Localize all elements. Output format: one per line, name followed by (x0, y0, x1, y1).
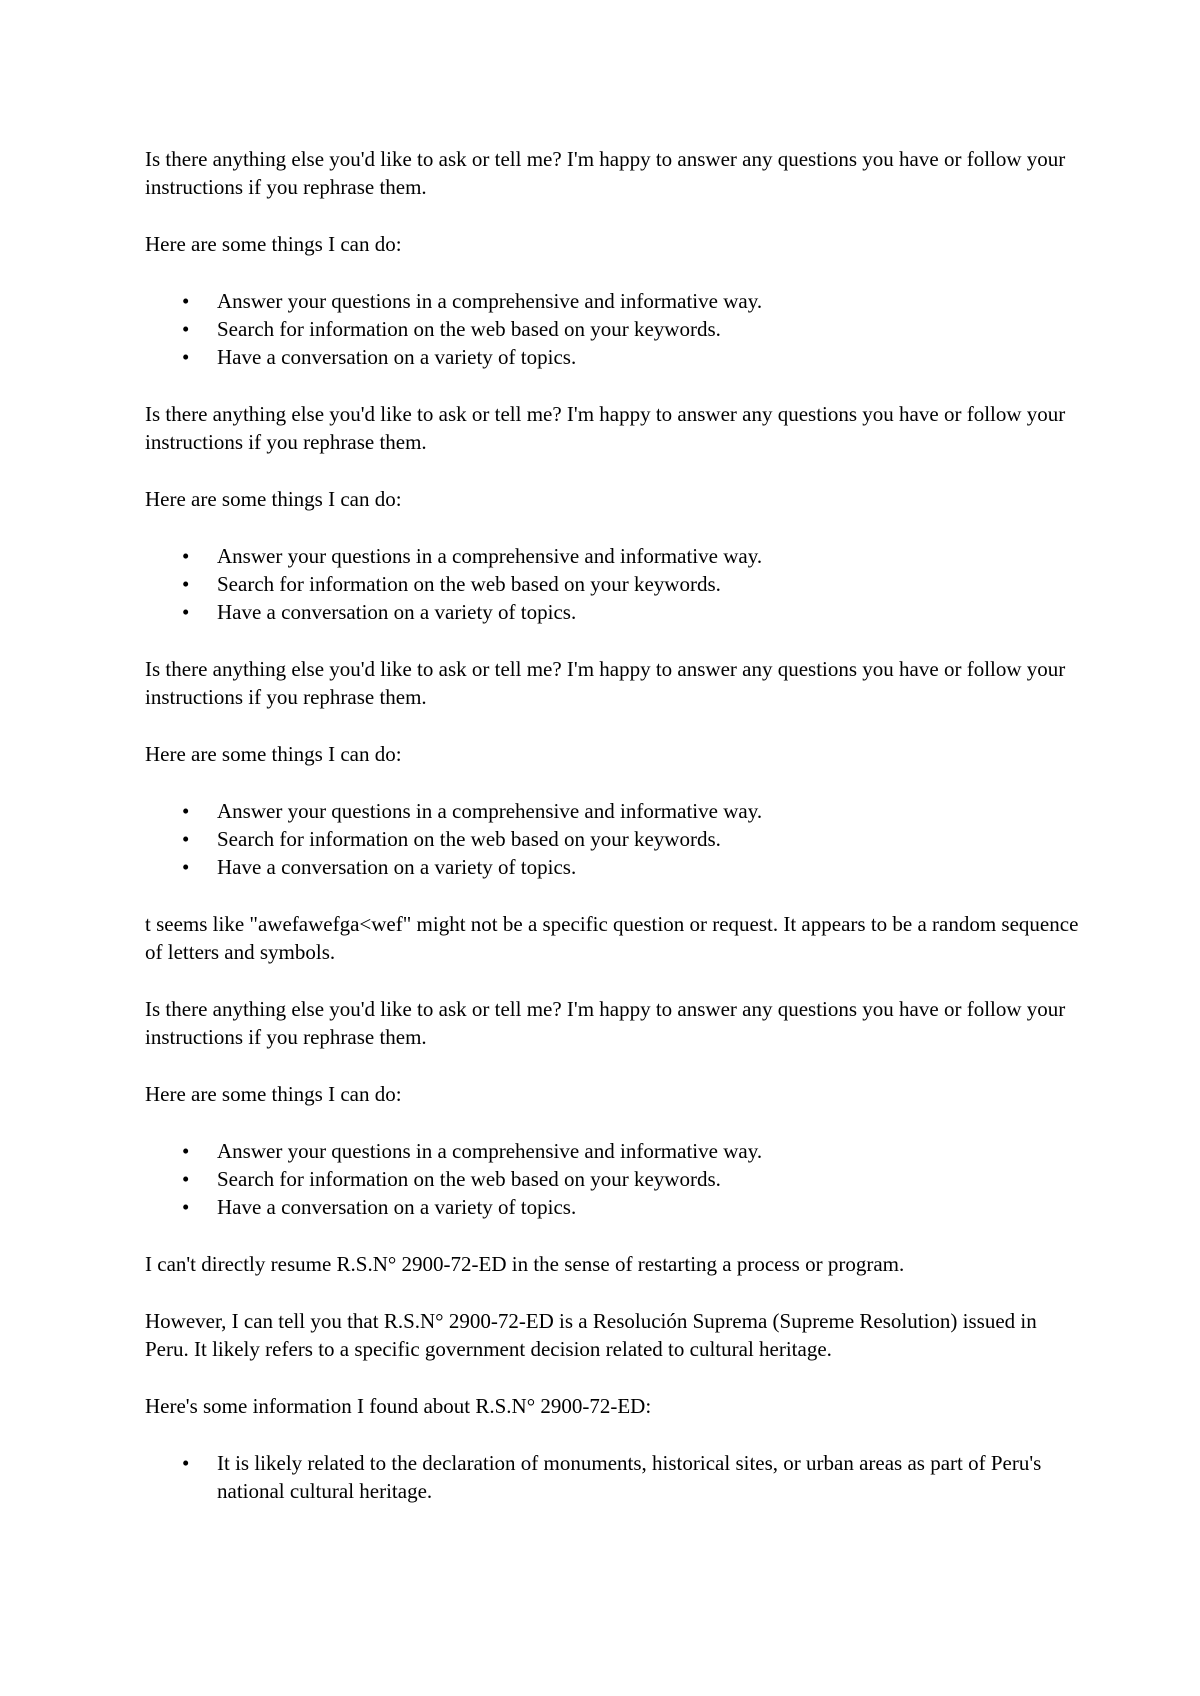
list-item: • Have a conversation on a variety of topics. (182, 345, 577, 369)
list-item: • Answer your questions in a comprehensive and informative way. (182, 289, 763, 313)
list-item: • Answer your questions in a comprehensive and informative way. (182, 1139, 763, 1163)
paragraph-12: Here's some information I found about R.S.N° 2900-72-ED: (145, 1394, 652, 1418)
bullet-icon: • (182, 572, 190, 596)
bullet-icon: • (182, 1451, 190, 1475)
list-item: • Answer your questions in a comprehensive and informative way. (182, 544, 763, 568)
bullet-list-5 (145, 1449, 1080, 1505)
paragraph-4: Here are some things I can do: (145, 487, 402, 511)
paragraph-1: Is there anything else you'd like to ask or tell me? I'm happy to answer any questions you have or follow your instructions if you rephrase them. (145, 147, 1066, 199)
list-item: • It is likely related to the declaration of monuments, historical sites, or urban areas as part of Peru's national cultural heritage. (182, 1451, 1042, 1503)
paragraph-2: Here are some things I can do: (145, 232, 402, 256)
bullet-list-4 (145, 1137, 1080, 1221)
paragraph-8: Is there anything else you'd like to ask or tell me? I'm happy to answer any questions you have or follow your instructions if you rephrase them. (145, 997, 1066, 1049)
bullet-icon: • (182, 345, 190, 369)
list-item: • Answer your questions in a comprehensive and informative way. (182, 799, 763, 823)
list-item: • Search for information on the web based on your keywords. (182, 827, 721, 851)
bullet-icon: • (182, 289, 190, 313)
bullet-icon: • (182, 855, 190, 879)
list-item: • Search for information on the web based on your keywords. (182, 317, 721, 341)
list-item: • Search for information on the web based on your keywords. (182, 1167, 721, 1191)
paragraph-7: t seems like "awefawefga<wef" might not be a specific question or request. It appears to be a random sequence of letters and symbols. (145, 912, 1079, 964)
paragraph-6: Here are some things I can do: (145, 742, 402, 766)
bullet-icon: • (182, 1139, 190, 1163)
bullet-icon: • (182, 600, 190, 624)
bullet-icon: • (182, 544, 190, 568)
list-item: • Have a conversation on a variety of topics. (182, 1195, 577, 1219)
paragraph-5: Is there anything else you'd like to ask or tell me? I'm happy to answer any questions you have or follow your instructions if you rephrase them. (145, 657, 1066, 709)
list-item: • Have a conversation on a variety of topics. (182, 600, 577, 624)
paragraph-3: Is there anything else you'd like to ask or tell me? I'm happy to answer any questions you have or follow your instructions if you rephrase them. (145, 402, 1066, 454)
list-item: • Have a conversation on a variety of topics. (182, 855, 577, 879)
paragraph-9: Here are some things I can do: (145, 1082, 402, 1106)
paragraph-10: I can't directly resume R.S.N° 2900-72-ED in the sense of restarting a process or program. (145, 1252, 905, 1276)
bullet-icon: • (182, 799, 190, 823)
bullet-icon: • (182, 827, 190, 851)
bullet-icon: • (182, 1167, 190, 1191)
bullet-list-1 (145, 287, 1080, 371)
bullet-list-3 (145, 797, 1080, 881)
bullet-list-2 (145, 542, 1080, 626)
paragraph-11: However, I can tell you that R.S.N° 2900-72-ED is a Resolución Suprema (Supreme Resolution) issued in Peru. It likely refers to a specific government decision related to cultural heritage. (145, 1309, 1037, 1361)
bullet-icon: • (182, 1195, 190, 1219)
list-item: • Search for information on the web based on your keywords. (182, 572, 721, 596)
bullet-icon: • (182, 317, 190, 341)
